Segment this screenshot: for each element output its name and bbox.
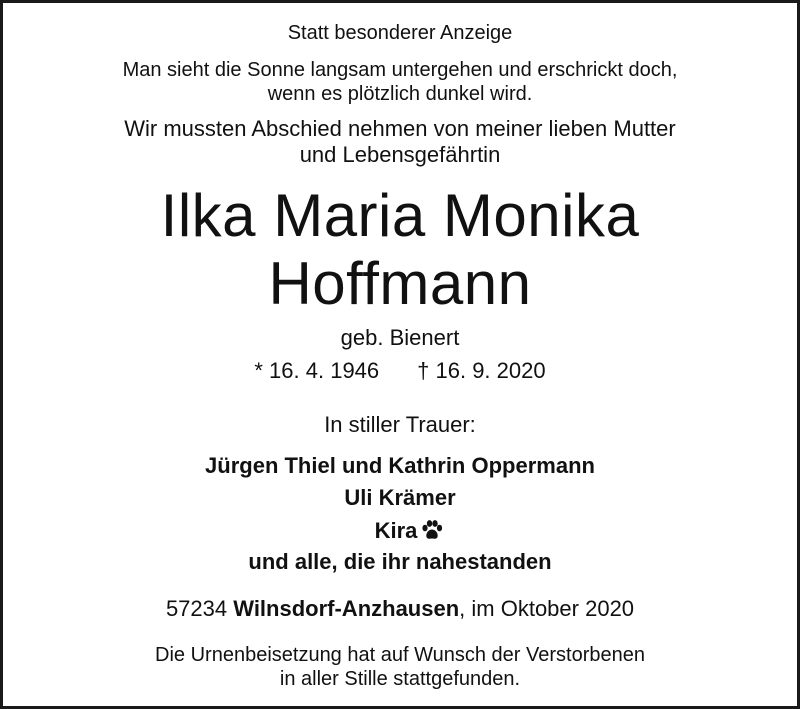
quote-line-1: Man sieht die Sonne langsam untergehen und erschrickt doch, <box>122 59 678 81</box>
deceased-name-line-1: Ilka Maria Monika <box>160 182 640 249</box>
mourner-3-row <box>0 519 800 545</box>
mourner-3: Kira <box>374 518 418 543</box>
intro-line-1: Wir mussten Abschied nehmen von meiner lieben Mutter <box>124 116 676 141</box>
paw-icon <box>421 519 443 545</box>
place-date <box>0 598 800 620</box>
footer-line-1: Die Urnenbeisetzung hat auf Wunsch der Verstorbenen <box>155 644 645 666</box>
deceased-name-line-2: Hoffmann <box>268 250 532 317</box>
intro-line-2: und Lebensgefährtin <box>299 142 501 167</box>
footer-line-2: in aller Stille stattgefunden. <box>279 668 521 690</box>
mourners-closing: und alle, die ihr nahestanden <box>248 549 552 574</box>
life-dates <box>0 360 800 382</box>
mourning-intro: In stiller Trauer: <box>324 412 476 437</box>
birth-date: * 16. 4. 1946 <box>254 358 380 383</box>
notice-header: Statt besonderer Anzeige <box>287 22 513 44</box>
place-zip: 57234 <box>165 596 228 621</box>
mourner-2: Uli Krämer <box>344 485 456 510</box>
death-date: † 16. 9. 2020 <box>417 358 546 383</box>
place-town: Wilnsdorf-Anzhausen <box>233 596 460 621</box>
quote-line-2: wenn es plötzlich dunkel wird. <box>267 83 533 105</box>
birth-name: geb. Bienert <box>340 325 460 350</box>
mourner-1: Jürgen Thiel und Kathrin Oppermann <box>205 453 595 478</box>
place-date-text: , im Oktober 2020 <box>459 596 635 621</box>
